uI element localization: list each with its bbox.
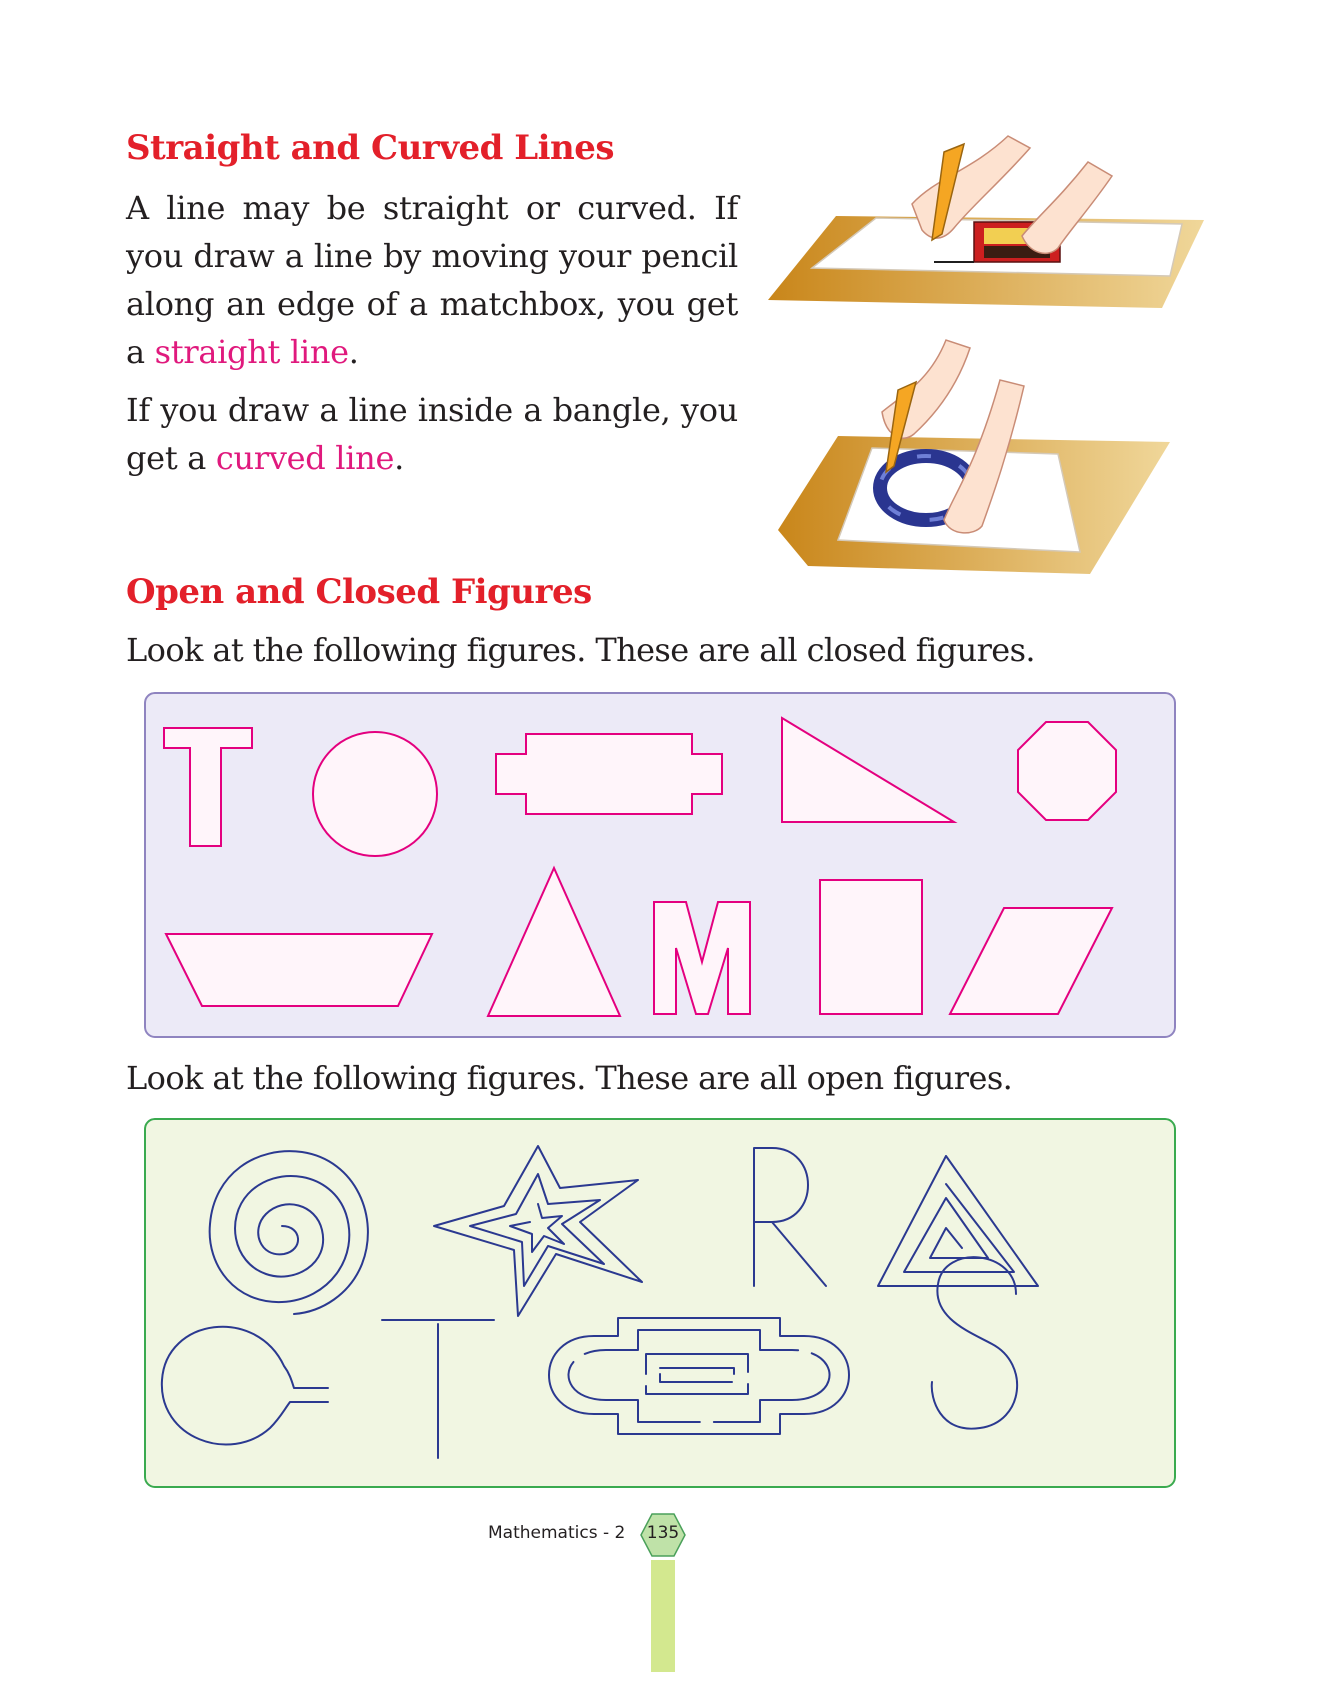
book-label: Mathematics - 2 xyxy=(488,1523,626,1543)
term-straight-line: straight line xyxy=(154,333,349,371)
closed-cross-shape xyxy=(496,734,722,814)
closed-octagon xyxy=(1018,722,1116,820)
closed-figures-intro: Look at the following figures. These are all closed figures. xyxy=(126,631,1036,669)
closed-rectangle xyxy=(820,880,922,1014)
term-curved-line: curved line xyxy=(215,439,395,477)
paragraph-straight-line xyxy=(126,184,738,376)
bangle-drawing-illustration xyxy=(778,330,1178,576)
paragraph-period: . xyxy=(348,333,359,371)
paragraph-period: . xyxy=(394,439,404,477)
matchbox-drawing-illustration xyxy=(768,112,1208,312)
open-figures-intro: Look at the following figures. These are all open figures. xyxy=(126,1059,1013,1097)
section-heading-straight-curved: Straight and Curved Lines xyxy=(126,128,615,168)
paragraph-text: If you draw a line inside a bangle, you get a xyxy=(126,391,738,477)
panel-background xyxy=(145,1119,1175,1487)
page-number: 135 xyxy=(646,1523,680,1543)
paragraph-curved-line xyxy=(126,386,738,482)
closed-circle xyxy=(313,732,437,856)
closed-trapezium xyxy=(166,934,432,1006)
paragraph-text: A line may be straight or curved. If you draw a line by moving your pencil along an edge of a matchbox, you get a xyxy=(126,189,738,371)
closed-figures-panel xyxy=(144,692,1176,1038)
open-figures-panel xyxy=(144,1118,1176,1488)
section-heading-open-closed: Open and Closed Figures xyxy=(126,572,592,612)
footer-bar xyxy=(651,1560,675,1672)
